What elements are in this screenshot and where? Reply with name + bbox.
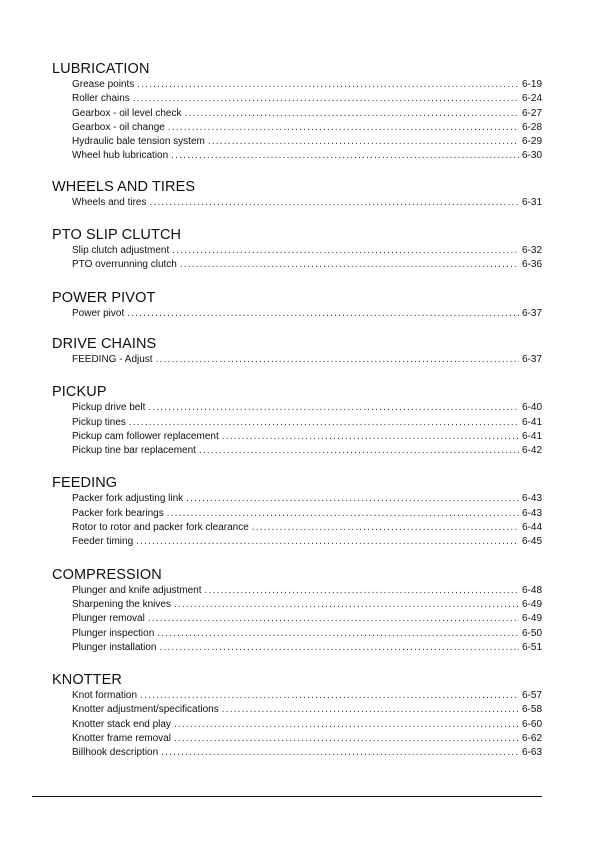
entry-page-number: 6-40 (521, 402, 542, 414)
toc-entry[interactable] (72, 401, 542, 415)
toc-section (52, 289, 542, 321)
section-title: WHEELS AND TIRES (52, 178, 196, 195)
dot-leader (129, 416, 519, 430)
entry-label: Plunger installation (72, 641, 157, 653)
toc-entry[interactable] (72, 430, 542, 444)
entry-page-number: 6-60 (521, 718, 542, 730)
entry-label: Knotter stack end play (72, 718, 171, 730)
entry-page-number: 6-57 (521, 690, 542, 702)
entry-label: Feeder timing (72, 536, 134, 548)
dot-leader (167, 507, 519, 521)
entry-page-number: 6-58 (521, 704, 542, 716)
dot-leader (222, 703, 519, 717)
dot-leader (174, 732, 519, 746)
toc-entry[interactable] (72, 92, 542, 106)
dot-leader (160, 641, 519, 655)
dot-leader (208, 135, 519, 149)
dot-leader (252, 521, 519, 535)
dot-leader (136, 535, 519, 549)
toc-entry[interactable] (72, 492, 542, 506)
toc-entry[interactable] (72, 135, 542, 149)
entry-page-number: 6-36 (521, 259, 542, 271)
section-title: FEEDING (52, 475, 118, 492)
entry-page-number: 6-48 (521, 584, 542, 596)
entry-page-number: 6-43 (521, 493, 542, 505)
section-title: PICKUP (52, 384, 107, 401)
entry-label: Rotor to rotor and packer fork clearance (72, 522, 249, 534)
section-title: POWER PIVOT (52, 289, 156, 306)
entry-label: Packer fork bearings (72, 507, 164, 519)
entry-label: Knotter adjustment/specifications (72, 704, 219, 716)
dot-leader (222, 430, 519, 444)
section-title: DRIVE CHAINS (52, 335, 157, 352)
dot-leader (172, 244, 519, 258)
entry-page-number: 6-41 (521, 416, 542, 428)
toc-entry[interactable] (72, 107, 542, 121)
dot-leader (205, 584, 519, 598)
entry-page-number: 6-50 (521, 627, 542, 639)
entry-page-number: 6-31 (521, 196, 542, 208)
dot-leader (148, 401, 519, 415)
toc-section (52, 335, 542, 367)
entry-label: Pickup drive belt (72, 402, 146, 414)
toc-entry[interactable] (72, 535, 542, 549)
entry-label: Gearbox - oil level check (72, 107, 182, 119)
toc-entry[interactable] (72, 746, 542, 760)
entry-page-number: 6-45 (521, 536, 542, 548)
dot-leader (156, 353, 519, 367)
dot-leader (199, 444, 519, 458)
entry-label: Hydraulic bale tension system (72, 136, 205, 148)
footer-rule (32, 796, 542, 797)
toc-entry[interactable] (72, 521, 542, 535)
dot-leader (161, 746, 519, 760)
entry-label: Slip clutch adjustment (72, 245, 170, 257)
dot-leader (185, 107, 519, 121)
entry-page-number: 6-49 (521, 598, 542, 610)
toc-entry[interactable] (72, 416, 542, 430)
entry-page-number: 6-42 (521, 445, 542, 457)
toc-section (52, 383, 542, 458)
entry-label: Sharpening the knives (72, 598, 171, 610)
section-title: PTO SLIP CLUTCH (52, 227, 182, 244)
entry-page-number: 6-43 (521, 507, 542, 519)
entry-page-number: 6-27 (521, 107, 542, 119)
table-of-contents (52, 60, 542, 761)
entry-label: Power pivot (72, 307, 125, 319)
entry-label: Knotter frame removal (72, 733, 171, 745)
section-title: COMPRESSION (52, 566, 162, 583)
entry-label: Packer fork adjusting link (72, 493, 184, 505)
toc-entry[interactable] (72, 598, 542, 612)
dot-leader (180, 258, 519, 272)
dot-leader (140, 689, 519, 703)
entry-page-number: 6-63 (521, 747, 542, 759)
entry-label: Grease points (72, 79, 135, 90)
entry-label: PTO overrunning clutch (72, 259, 177, 271)
entry-page-number: 6-44 (521, 522, 542, 534)
toc-entry[interactable] (72, 244, 542, 258)
toc-entry[interactable] (72, 149, 542, 163)
entry-label: Plunger removal (72, 613, 145, 625)
toc-entry[interactable] (72, 612, 542, 626)
toc-entry[interactable] (72, 353, 542, 367)
toc-entry[interactable] (72, 641, 542, 655)
section-title: KNOTTER (52, 672, 122, 689)
toc-entry[interactable] (72, 703, 542, 717)
entry-label: Gearbox - oil change (72, 121, 165, 133)
entry-label: Wheel hub lubrication (72, 150, 169, 162)
dot-leader (137, 78, 519, 92)
entry-label: Pickup tine bar replacement (72, 445, 196, 457)
entry-label: Pickup tines (72, 416, 126, 428)
dot-leader (171, 149, 519, 163)
toc-section (52, 226, 542, 273)
dot-leader (127, 307, 519, 321)
dot-leader (174, 718, 519, 732)
entry-page-number: 6-24 (521, 93, 542, 105)
toc-entry[interactable] (72, 732, 542, 746)
toc-entry[interactable] (72, 307, 542, 321)
dot-leader (148, 612, 519, 626)
toc-entry[interactable] (72, 444, 542, 458)
toc-entry[interactable] (72, 196, 542, 210)
dot-leader (149, 196, 519, 210)
toc-entry[interactable] (72, 689, 542, 703)
toc-entry[interactable] (72, 718, 542, 732)
entry-label: Plunger inspection (72, 627, 155, 639)
toc-entry[interactable] (72, 258, 542, 272)
toc-section (52, 474, 542, 549)
toc-section (52, 60, 542, 164)
entry-page-number: 6-19 (521, 79, 542, 90)
section-title: LUBRICATION (52, 61, 150, 77)
entry-page-number: 6-37 (521, 307, 542, 319)
dot-leader (133, 92, 519, 106)
dot-leader (168, 121, 519, 135)
entry-label: Knot formation (72, 690, 138, 702)
entry-page-number: 6-41 (521, 430, 542, 442)
entry-page-number: 6-28 (521, 121, 542, 133)
entry-page-number: 6-49 (521, 613, 542, 625)
toc-entry[interactable] (72, 584, 542, 598)
entry-label: Billhook description (72, 747, 159, 759)
entry-label: Plunger and knife adjustment (72, 584, 202, 596)
toc-section (52, 566, 542, 655)
entry-page-number: 6-37 (521, 353, 542, 365)
entry-page-number: 6-51 (521, 641, 542, 653)
dot-leader (186, 492, 519, 506)
entry-label: FEEDING - Adjust (72, 353, 153, 365)
toc-section (52, 671, 542, 760)
toc-entry[interactable] (72, 78, 542, 92)
toc-entry[interactable] (72, 121, 542, 135)
dot-leader (157, 627, 519, 641)
entry-page-number: 6-32 (521, 245, 542, 257)
entry-page-number: 6-62 (521, 733, 542, 745)
entry-page-number: 6-30 (521, 150, 542, 162)
toc-entry[interactable] (72, 507, 542, 521)
entry-label: Pickup cam follower replacement (72, 430, 219, 442)
toc-entry[interactable] (72, 627, 542, 641)
entry-page-number: 6-29 (521, 136, 542, 148)
entry-label: Roller chains (72, 93, 130, 105)
dot-leader (174, 598, 519, 612)
toc-section (52, 178, 542, 210)
entry-label: Wheels and tires (72, 196, 147, 208)
